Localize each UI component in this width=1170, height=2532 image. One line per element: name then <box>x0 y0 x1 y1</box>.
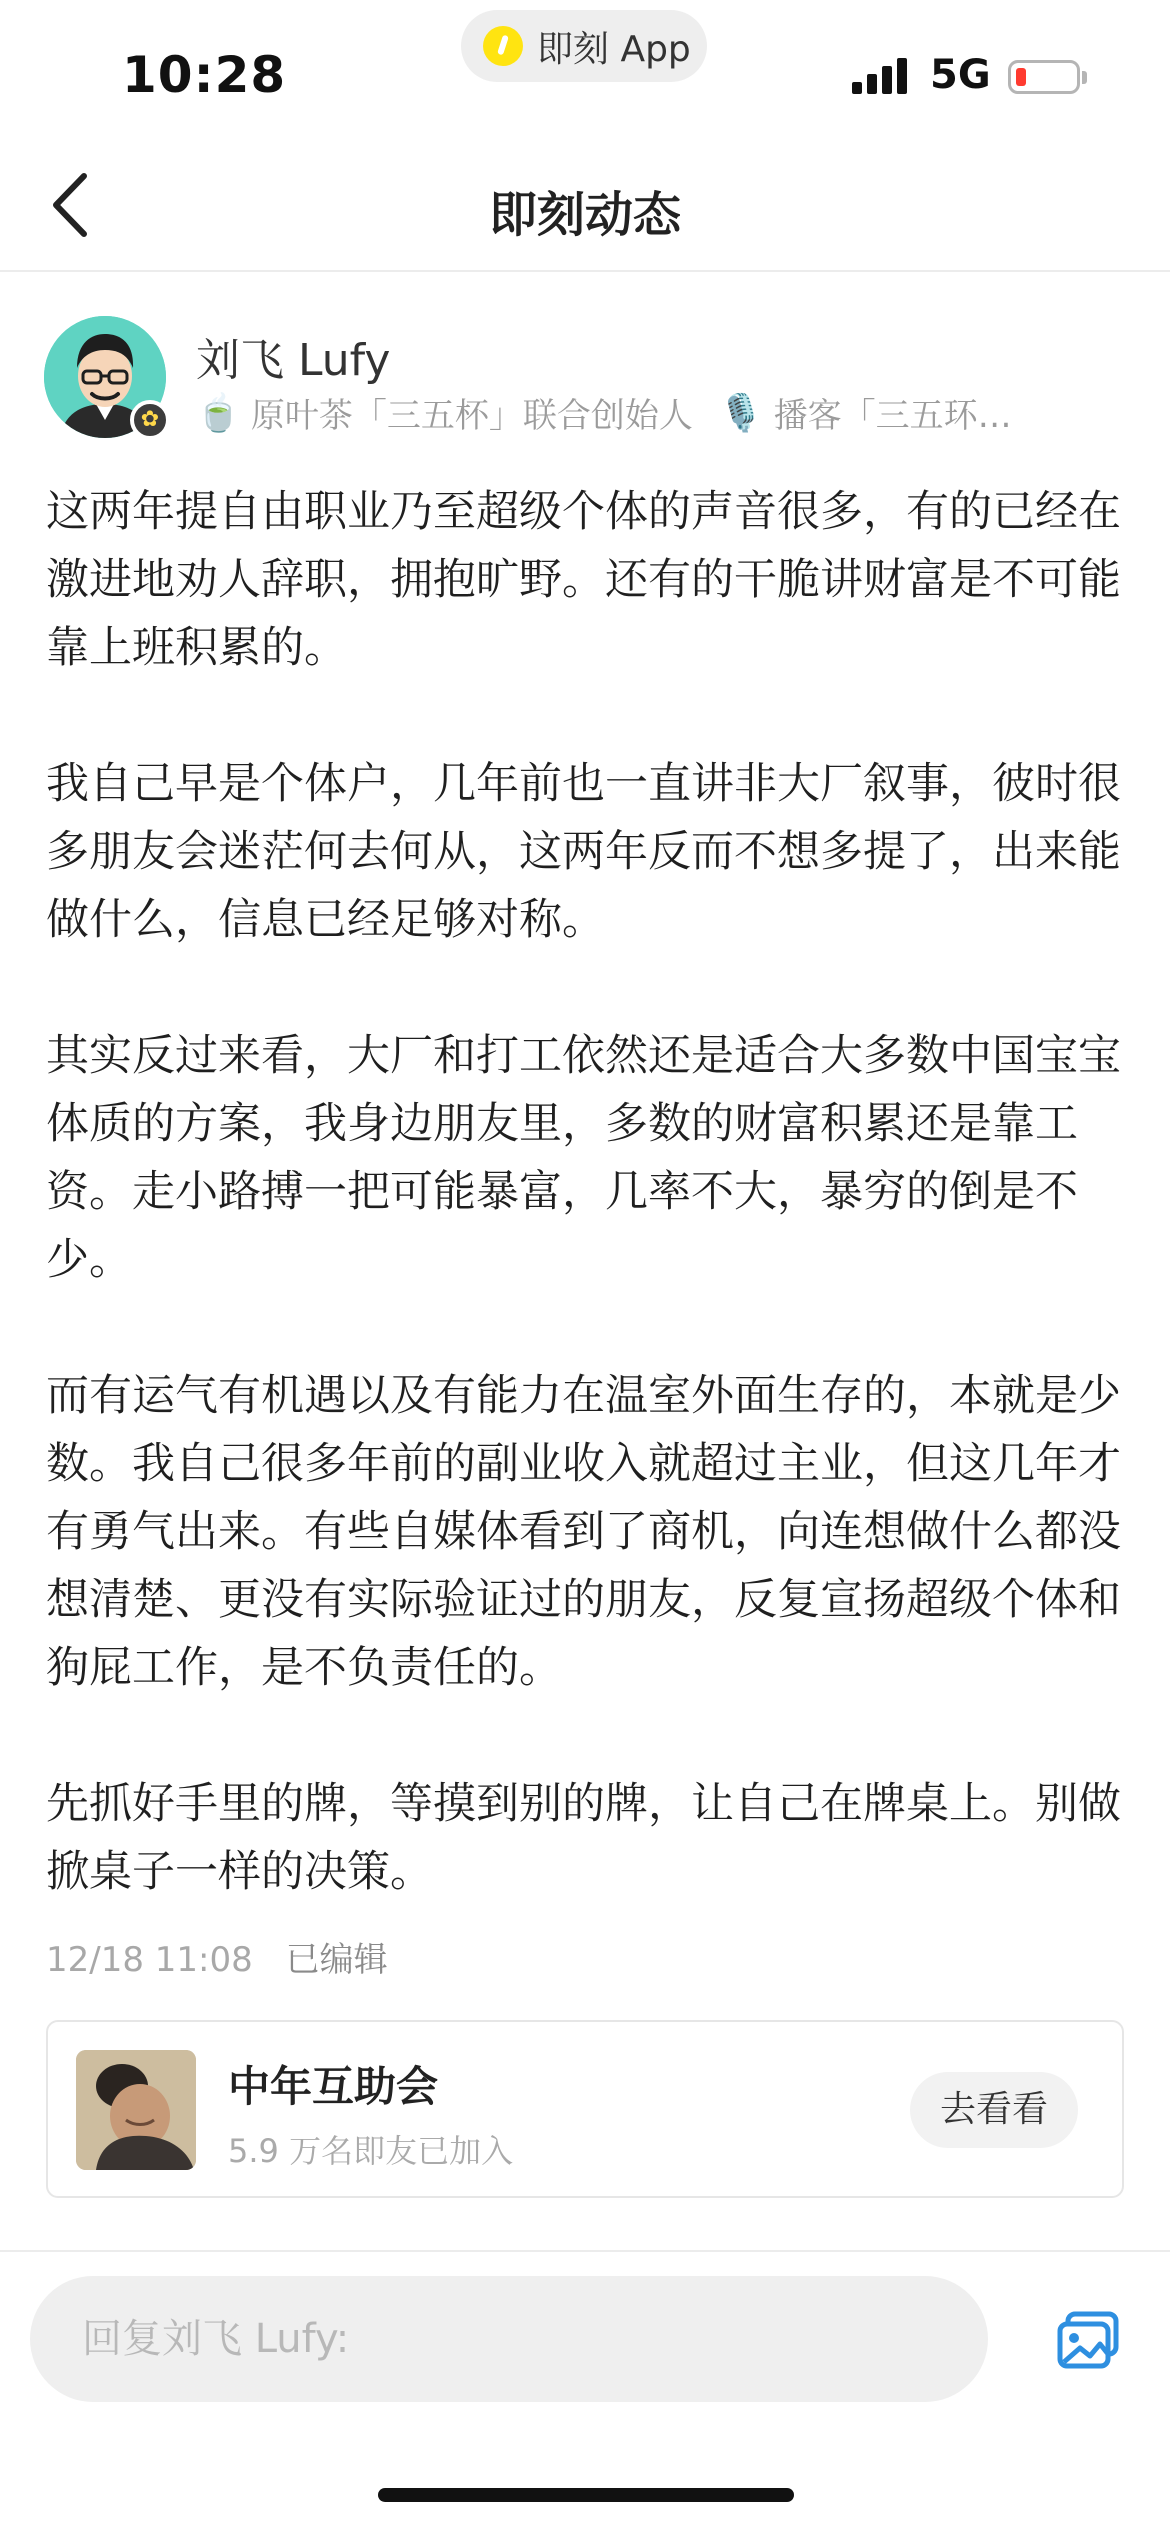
back-button[interactable] <box>44 168 104 242</box>
insert-image-button[interactable] <box>1056 2310 1120 2370</box>
image-picker-icon <box>1056 2310 1120 2370</box>
return-to-app-label: 即刻 App <box>537 28 691 70</box>
status-time: 10:28 <box>122 46 287 104</box>
topic-members-count: 5.9 万名即友已加入 <box>228 2132 514 2170</box>
topic-thumbnail-illustration <box>76 2050 196 2170</box>
author-tag <box>196 388 693 437</box>
battery-icon <box>1008 60 1080 94</box>
reply-input[interactable]: 回复刘飞 Lufy: <box>30 2276 988 2402</box>
author-tag <box>719 388 1012 437</box>
edited-label: 已编辑 <box>285 1940 388 1980</box>
page-title: 即刻动态 <box>488 187 681 243</box>
author-tag-text: 原叶茶「三五杯」联合创始人 <box>250 396 693 436</box>
tea-cup-icon: 🍵 <box>196 392 241 434</box>
jike-logo-icon <box>483 26 523 66</box>
post-paragraph: 而有运气有机遇以及有能力在温室外面生存的，本就是少数。我自己很多年前的副业收入就超过主业，但这几年才有勇气出来。有些自媒体看到了商机，向连想做什么都没想清楚、更没有实际验证过的朋友，反复宣扬超级个体和狗屁工作，是不负责任的。 <box>46 1371 1121 1693</box>
network-type: 5G <box>930 52 991 98</box>
home-indicator[interactable] <box>378 2488 794 2502</box>
topic-thumbnail <box>76 2050 196 2170</box>
return-to-app-pill[interactable] <box>461 10 707 82</box>
post-paragraph: 其实反过来看，大厂和打工依然还是适合大多数中国宝宝体质的方案，我身边朋友里，多数的财富积累还是靠工资。走小路搏一把可能暴富，几率不大，暴穷的倒是不少。 <box>46 1031 1121 1285</box>
post-meta <box>46 1932 388 1981</box>
topic-card[interactable] <box>46 2020 1124 2198</box>
topic-name: 中年互助会 <box>228 2062 439 2111</box>
cellular-signal-icon <box>852 58 912 94</box>
microphone-icon: 🎙️ <box>718 392 764 434</box>
bottom-divider <box>0 2250 1170 2252</box>
post-paragraph: 这两年提自由职业乃至超级个体的声音很多，有的已经在激进地劝人辞职，拥抱旷野。还有的干脆讲财富是不可能靠上班积累的。 <box>46 487 1121 673</box>
chevron-left-icon <box>44 168 104 242</box>
author-name[interactable]: 刘飞 Lufy <box>196 335 391 386</box>
post-paragraph: 先抓好手里的牌，等摸到别的牌，让自己在牌桌上。别做掀桌子一样的决策。 <box>46 1779 1121 1897</box>
author-tags <box>196 388 1076 437</box>
post-paragraph: 我自己早是个体户，几年前也一直讲非大厂叙事，彼时很多朋友会迷茫何去何从，这两年反而不想多提了，出来能做什么，信息已经足够对称。 <box>46 759 1121 945</box>
view-topic-button[interactable]: 去看看 <box>910 2072 1078 2148</box>
post-body <box>46 478 1126 1906</box>
author-tag-text: 播客「三五环… <box>773 396 1012 436</box>
nav-divider <box>0 270 1170 272</box>
post-timestamp: 12/18 11:08 <box>46 1940 253 1980</box>
verified-badge-icon: ✿ <box>130 400 170 440</box>
